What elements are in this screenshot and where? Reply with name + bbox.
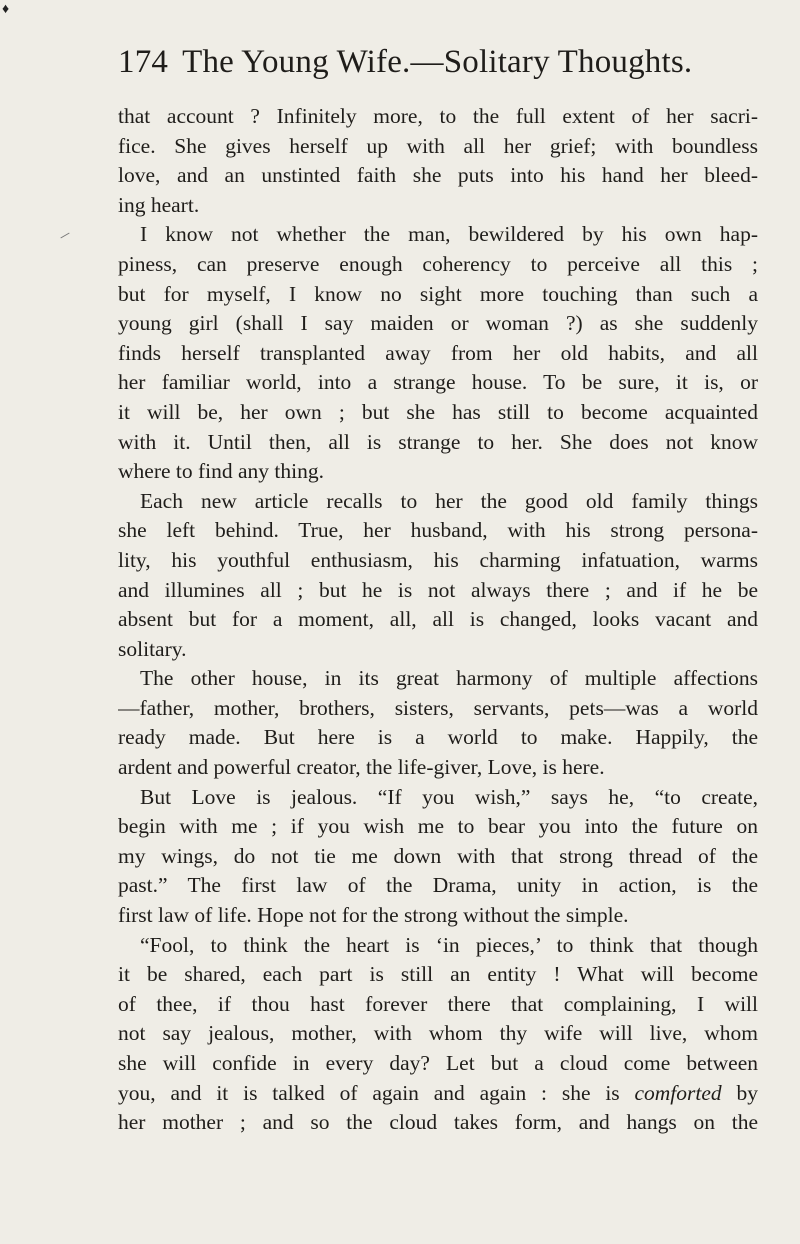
text-line: my wings, do not tie me down with that strong thread of the: [118, 843, 758, 868]
text-line: But Love is jealous. “If you wish,” says he, “to create,: [140, 784, 758, 809]
text-line: —father, mother, brothers, sisters, servants, pets—was a world: [118, 695, 758, 720]
text-line: piness, can preserve enough coherency to perceive all this ;: [118, 251, 758, 276]
text-line: with it. Until then, all is strange to her. She does not know: [118, 429, 758, 454]
text-line: it will be, her own ; but she has still to become acquainted: [118, 399, 758, 424]
body-text: [118, 102, 758, 1138]
text-line: solitary.: [118, 636, 187, 661]
emphasized-word: comforted: [634, 1080, 722, 1105]
text-line: of thee, if thou hast forever there that complaining, I will: [118, 991, 758, 1016]
text-line: ardent and powerful creator, the life-giver, Love, is here.: [118, 755, 605, 780]
text-line: it be shared, each part is still an entity ! What will become: [118, 962, 758, 987]
text-line: and illumines all ; but he is not always there ; and if he be: [118, 577, 758, 602]
page-number: 174: [118, 44, 169, 80]
text-line: where to find any thing.: [118, 459, 324, 484]
text-line: ready made. But here is a world to make. Happily, the: [118, 725, 758, 750]
text-line: her mother ; and so the cloud takes form, and hangs on the: [118, 1110, 758, 1135]
text-line: I know not whether the man, bewildered by his own hap-: [140, 222, 758, 247]
running-header: [118, 42, 758, 82]
text-line: you, and it is talked of again and again : she is comforted by: [118, 1080, 758, 1105]
text-line: Each new article recalls to her the good old family things: [140, 488, 758, 513]
text-line: not say jealous, mother, with whom thy wife will live, whom: [118, 1021, 758, 1046]
text-line: love, and an unstinted faith she puts into his hand her bleed-: [118, 163, 758, 188]
text-line: lity, his youthful enthusiasm, his charming infatuation, warms: [118, 547, 758, 572]
running-title: The Young Wife.—Solitary Thoughts.: [182, 44, 693, 80]
corner-mark: ♦: [2, 2, 10, 17]
text-line: “Fool, to think the heart is ‘in pieces,’ to think that though: [140, 932, 758, 957]
text-line: finds herself transplanted away from her old habits, and all: [118, 340, 758, 365]
text-line: she left behind. True, her husband, with his strong persona-: [118, 518, 758, 543]
text-line: past.” The first law of the Drama, unity in action, is the: [118, 873, 758, 898]
text-line: young girl (shall I say maiden or woman ?) as she suddenly: [118, 311, 758, 336]
text-line: her familiar world, into a strange house. To be sure, it is, or: [118, 370, 758, 395]
text-line: fice. She gives herself up with all her grief; with boundless: [118, 133, 758, 158]
text-line: that account ? Infinitely more, to the full extent of her sacri-: [118, 104, 758, 128]
text-line: The other house, in its great harmony of multiple affections: [140, 666, 758, 691]
text-line: absent but for a moment, all, all is changed, looks vacant and: [118, 607, 758, 632]
text-line: begin with me ; if you wish me to bear you into the future on: [118, 814, 758, 839]
text-line: first law of life. Hope not for the strong without the simple.: [118, 903, 629, 928]
text-line: ing heart.: [118, 192, 200, 217]
margin-tick: [60, 233, 69, 239]
text-line: she will confide in every day? Let but a cloud come between: [118, 1051, 758, 1075]
text-line: but for myself, I know no sight more touching than such a: [118, 281, 758, 306]
